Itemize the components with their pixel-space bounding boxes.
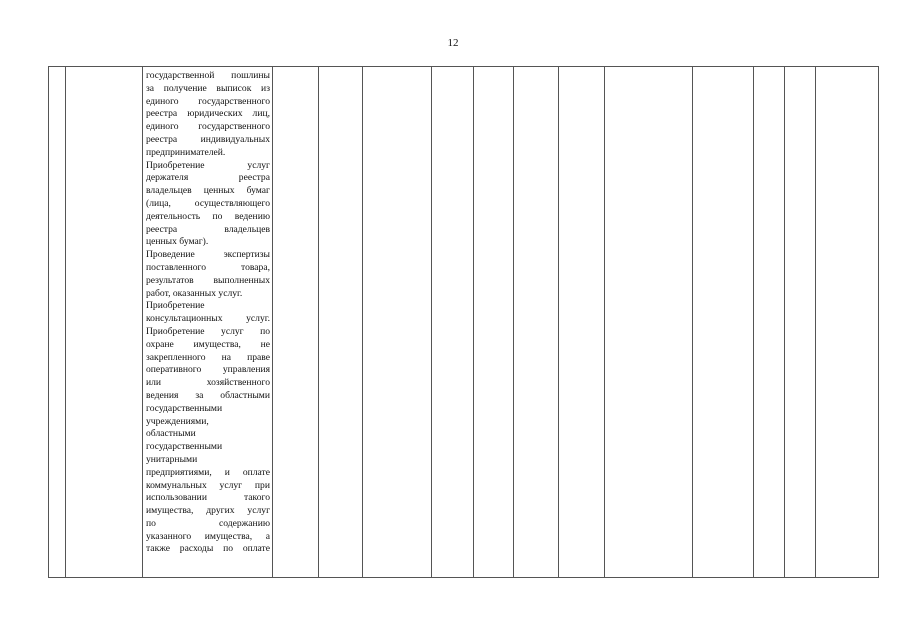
description-line: единого государственного xyxy=(146,121,270,133)
description-line: Приобретение услуг по xyxy=(146,325,270,337)
table-cell xyxy=(559,67,605,578)
page-number: 12 xyxy=(447,37,459,49)
description-line: указанного имущества, а xyxy=(146,530,270,542)
description-line: предпринимателей. xyxy=(146,146,226,158)
description-line: ценных бумаг). xyxy=(146,236,209,248)
description-line: результатов выполненных xyxy=(146,274,270,286)
description-line: деятельность по ведению xyxy=(146,210,270,222)
description-line: Приобретение услуг xyxy=(146,159,270,171)
description-line: консультационных услуг. xyxy=(146,313,270,325)
description-line: предприятиями, и оплате xyxy=(146,466,270,478)
description-line: единого государственного xyxy=(146,95,270,107)
table-cell-number xyxy=(49,67,66,578)
description-line: закрепленного на праве xyxy=(146,351,270,363)
description-line: государственными xyxy=(146,402,223,414)
description-line: поставленного товара, xyxy=(146,261,270,273)
description-line: областными xyxy=(146,428,196,440)
description-line: владельцев ценных бумаг xyxy=(146,185,270,197)
table-cell xyxy=(514,67,559,578)
table-cell xyxy=(363,67,432,578)
table-cell xyxy=(785,67,816,578)
description-line: (лица, осуществляющего xyxy=(146,197,270,209)
table-cell xyxy=(319,67,363,578)
description-line: использовании такого xyxy=(146,492,270,504)
description-line: или хозяйственного xyxy=(146,377,270,389)
description-line: Приобретение xyxy=(146,300,205,312)
table-cell-code xyxy=(66,67,143,578)
table-cell xyxy=(693,67,754,578)
description-line: работ, оказанных услуг. xyxy=(146,287,243,299)
description-line: оперативного управления xyxy=(146,364,270,376)
table-cell-description xyxy=(143,67,273,578)
description-line: также расходы по оплате xyxy=(146,543,270,555)
description-line: имущества, других услуг xyxy=(146,505,270,517)
description-line: учреждениями, xyxy=(146,415,209,427)
description-line: реестра владельцев xyxy=(146,223,270,235)
description-line: реестра индивидуальных xyxy=(146,133,270,145)
table-cell xyxy=(816,67,879,578)
table-cell xyxy=(474,67,514,578)
description-line: держателя реестра xyxy=(146,172,270,184)
description-line: Проведение экспертизы xyxy=(146,249,270,261)
description-line: реестра юридических лиц, xyxy=(146,108,270,120)
description-line: по содержанию xyxy=(146,517,270,529)
description-line: ведения за областными xyxy=(146,389,270,401)
table-cell xyxy=(432,67,474,578)
description-line: коммунальных услуг при xyxy=(146,479,270,491)
description-line: охране имущества, не xyxy=(146,338,270,350)
description-text xyxy=(146,70,270,556)
description-line: унитарными xyxy=(146,453,198,465)
table-cell xyxy=(754,67,785,578)
description-line: за получение выписок из xyxy=(146,82,270,94)
table-cell xyxy=(605,67,693,578)
description-line: государственными xyxy=(146,441,223,453)
description-line: государственной пошлины xyxy=(146,70,270,81)
table-cell xyxy=(273,67,319,578)
budget-table xyxy=(48,66,879,578)
table-row xyxy=(49,67,879,578)
